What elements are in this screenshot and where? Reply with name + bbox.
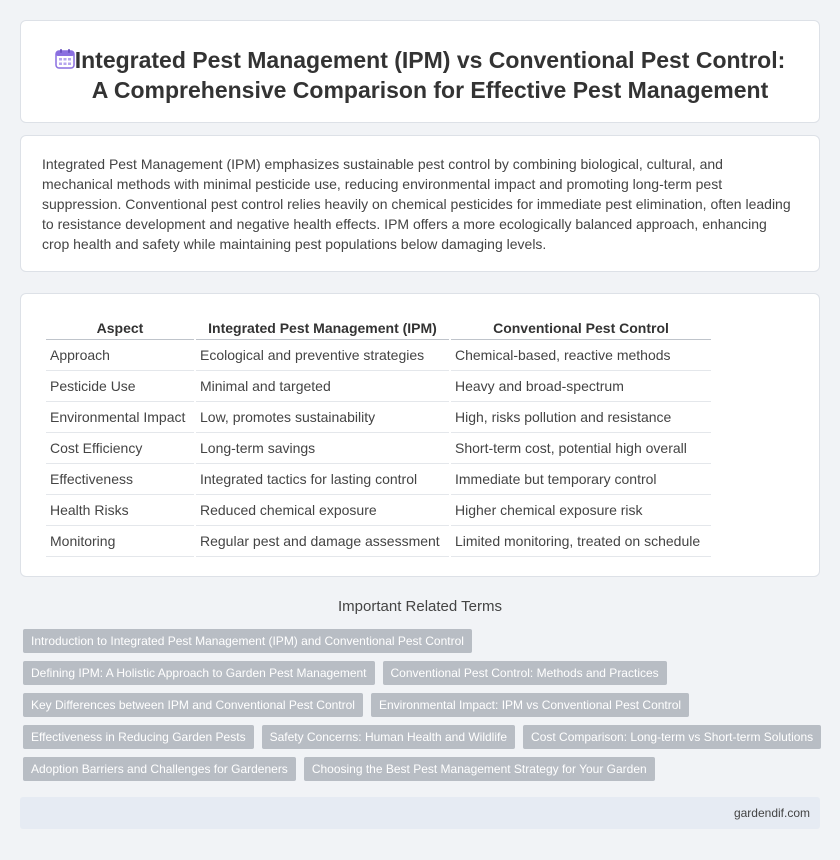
intro-card: [20, 135, 820, 272]
cell-aspect: Pesticide Use: [46, 371, 194, 402]
related-term-link[interactable]: Cost Comparison: Long-term vs Short-term Solutions: [523, 725, 821, 749]
table-row: [46, 340, 711, 371]
cell-aspect: Approach: [46, 340, 194, 371]
related-term-link[interactable]: Safety Concerns: Human Health and Wildlife: [262, 725, 515, 749]
title-line-2: A Comprehensive Comparison for Effective Pest Management: [91, 77, 769, 103]
table-header-row: [46, 316, 711, 340]
cell-conventional: Heavy and broad-spectrum: [451, 371, 711, 402]
cell-conventional: Higher chemical exposure risk: [451, 495, 711, 526]
cell-conventional: Short-term cost, potential high overall: [451, 433, 711, 464]
cell-ipm: Low, promotes sustainability: [196, 402, 449, 433]
footer-bar: [20, 797, 820, 829]
table-row: [46, 371, 711, 402]
header-ipm: Integrated Pest Management (IPM): [196, 316, 449, 340]
cell-ipm: Regular pest and damage assessment: [196, 526, 449, 557]
title-line-1: Integrated Pest Management (IPM) vs Conventional Pest Control:: [74, 47, 786, 73]
related-term-link[interactable]: Conventional Pest Control: Methods and Practices: [383, 661, 667, 685]
cell-ipm: Minimal and targeted: [196, 371, 449, 402]
table-row: [46, 526, 711, 557]
table-row: [46, 464, 711, 495]
related-term-link[interactable]: Key Differences between IPM and Conventional Pest Control: [23, 693, 363, 717]
related-term-link[interactable]: Choosing the Best Pest Management Strategy for Your Garden: [304, 757, 655, 781]
title-card: [20, 20, 820, 123]
cell-aspect: Environmental Impact: [46, 402, 194, 433]
related-term-link[interactable]: Environmental Impact: IPM vs Conventional Pest Control: [371, 693, 689, 717]
related-term-link[interactable]: Adoption Barriers and Challenges for Gardeners: [23, 757, 296, 781]
cell-ipm: Integrated tactics for lasting control: [196, 464, 449, 495]
page-title: [61, 45, 799, 105]
cell-ipm: Ecological and preventive strategies: [196, 340, 449, 371]
cell-conventional: Chemical-based, reactive methods: [451, 340, 711, 371]
table-row: [46, 495, 711, 526]
related-term-link[interactable]: Defining IPM: A Holistic Approach to Garden Pest Management: [23, 661, 375, 685]
cell-aspect: Monitoring: [46, 526, 194, 557]
table-row: [46, 433, 711, 464]
related-term-link[interactable]: Effectiveness in Reducing Garden Pests: [23, 725, 254, 749]
header-aspect: Aspect: [46, 316, 194, 340]
cell-ipm: Long-term savings: [196, 433, 449, 464]
cell-conventional: High, risks pollution and resistance: [451, 402, 711, 433]
cell-aspect: Effectiveness: [46, 464, 194, 495]
cell-conventional: Immediate but temporary control: [451, 464, 711, 495]
related-terms-title: Important Related Terms: [338, 598, 502, 615]
related-term-link[interactable]: Introduction to Integrated Pest Management (IPM) and Conventional Pest Control: [23, 629, 472, 653]
comparison-card: [20, 293, 820, 577]
cell-ipm: Reduced chemical exposure: [196, 495, 449, 526]
table-row: [46, 402, 711, 433]
related-terms-list: [23, 629, 823, 789]
site-name[interactable]: gardendif.com: [733, 806, 810, 820]
cell-conventional: Limited monitoring, treated on schedule: [451, 526, 711, 557]
cell-aspect: Health Risks: [46, 495, 194, 526]
cell-aspect: Cost Efficiency: [46, 433, 194, 464]
header-conventional: Conventional Pest Control: [451, 316, 711, 340]
intro-text: Integrated Pest Management (IPM) emphasizes sustainable pest control by combining biological, cultural, and mechanical methods with minimal pesticide use, reducing environmental impact and promoting long-term pest suppression. Conventional pest control relies heavily on chemical pesticides for immediate pest elimination, often leading to resistance development and negative health effects. IPM offers a more ecologically balanced approach, enhancing crop health and safety while maintaining pest populations below damaging levels.: [42, 156, 791, 252]
comparison-table: [44, 316, 713, 557]
